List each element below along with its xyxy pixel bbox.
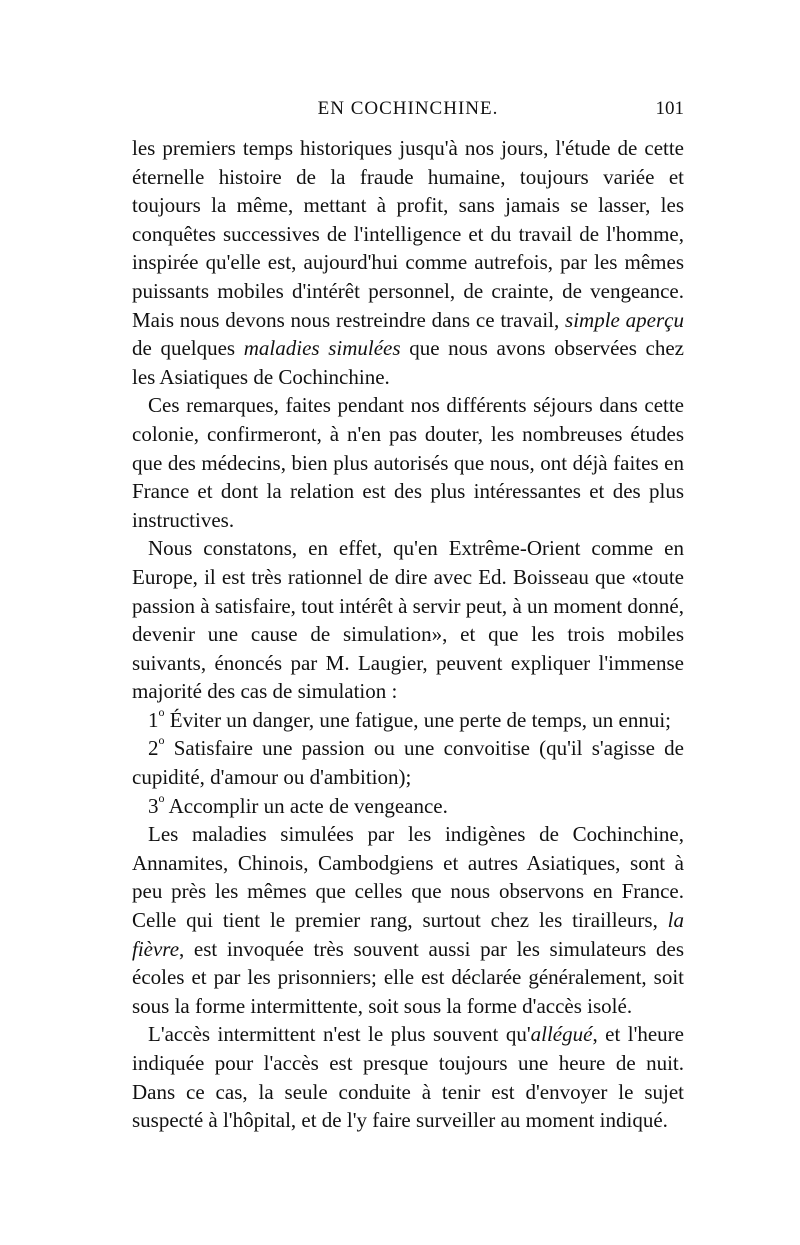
list-item-2-number: 2 xyxy=(148,736,159,761)
running-title: EN COCHINCHINE. xyxy=(317,98,499,119)
list-item-2 xyxy=(132,734,684,791)
paragraph-1-text-c: que nous avons observées chez les Asiatiques de Cochinchine. xyxy=(132,336,684,389)
list-item-1 xyxy=(132,706,684,735)
list-item-1-ordinal: o xyxy=(158,704,165,719)
paragraph-4 xyxy=(132,820,684,1020)
list-item-1-text: Éviter un danger, une fatigue, une perte de temps, un ennui; xyxy=(169,707,671,732)
paragraph-5-text-b: , et l'heure indiquée pour l'accès est presque toujours une heure de nuit. Dans ce cas, la seule conduite à tenir est d'envoyer le sujet suspecté à l'hôpital, et de l'y faire surveiller au moment indiqué. xyxy=(132,1022,684,1133)
list-item-2-text: Satisfaire une passion ou une convoitise (qu'il s'agisse de cupidité, d'amour ou d'ambition); xyxy=(132,736,684,790)
list-item-3-ordinal: o xyxy=(158,790,165,805)
paragraph-4-italic-1: la fièvre xyxy=(132,908,685,961)
paragraph-4-text-b: , est invoquée très souvent aussi par les simulateurs des écoles et par les prisonniers; elle est déclarée généralement, soit sous la forme intermittente, soit sous la forme d'accès isolé. xyxy=(132,936,684,1018)
paragraph-2: Ces remarques, faites pendant nos différents séjours dans cette colonie, confirmeront, à n'en pas douter, les nombreuses études que des médecins, bien plus autorisés que nous, ont déjà faites en France et dont la relation est des plus intéressantes et des plus instructives. xyxy=(132,393,684,532)
list-item-3-number: 3 xyxy=(148,793,159,818)
paragraph-1 xyxy=(132,134,684,391)
paragraph-5-text-a: L'accès intermittent n'est le plus souvent qu' xyxy=(148,1022,531,1047)
page-header xyxy=(132,98,684,130)
paragraph-1-text-a: les premiers temps historiques jusqu'à nos jours, l'étude de cette éternelle histoire de la fraude humaine, toujours variée et toujours la même, mettant à profit, sans jamais se lasser, les conquêtes successives de l'intelligence et du travail de l'homme, inspirée qu'elle est, aujourd'hui comme autrefois, par les mêmes puissants mobiles d'intérêt personnel, de crainte, de vengeance. Mais nous devons nous restreindre dans ce travail, xyxy=(132,136,684,332)
paragraph-5-italic-1: allégué xyxy=(530,1022,593,1047)
list-item-3-text: Accomplir un acte de vengeance. xyxy=(168,793,448,818)
list-item-3 xyxy=(132,792,684,821)
page-number: 101 xyxy=(655,98,684,119)
body-text xyxy=(132,134,684,1135)
paragraph-4-text-a: Les maladies simulées par les indigènes de Cochinchine, Annamites, Chinois, Cambodgiens et autres Asiatiques, sont à peu près les mêmes que celles que nous observons en France. Celle qui tient le premier rang, surtout chez les tirailleurs, xyxy=(132,822,684,933)
paragraph-1-text-b: de quelques xyxy=(132,336,236,361)
list-item-1-number: 1 xyxy=(148,707,159,732)
paragraph-3: Nous constatons, en effet, qu'en Extrême-Orient comme en Europe, il est très rationnel de dire avec Ed. Boisseau que «toute passion à satisfaire, tout intérêt à servir peut, à un moment donné, devenir une cause de simulation», et que les trois mobiles suivants, énoncés par M. Laugier, peuvent expliquer l'immense majorité des cas de simulation : xyxy=(132,536,684,704)
paragraph-1-italic-2: maladies simulées xyxy=(243,336,401,361)
paragraph-1-italic-1: simple aperçu xyxy=(565,307,684,332)
paragraph-5 xyxy=(132,1020,684,1134)
list-item-2-ordinal: o xyxy=(158,733,165,748)
